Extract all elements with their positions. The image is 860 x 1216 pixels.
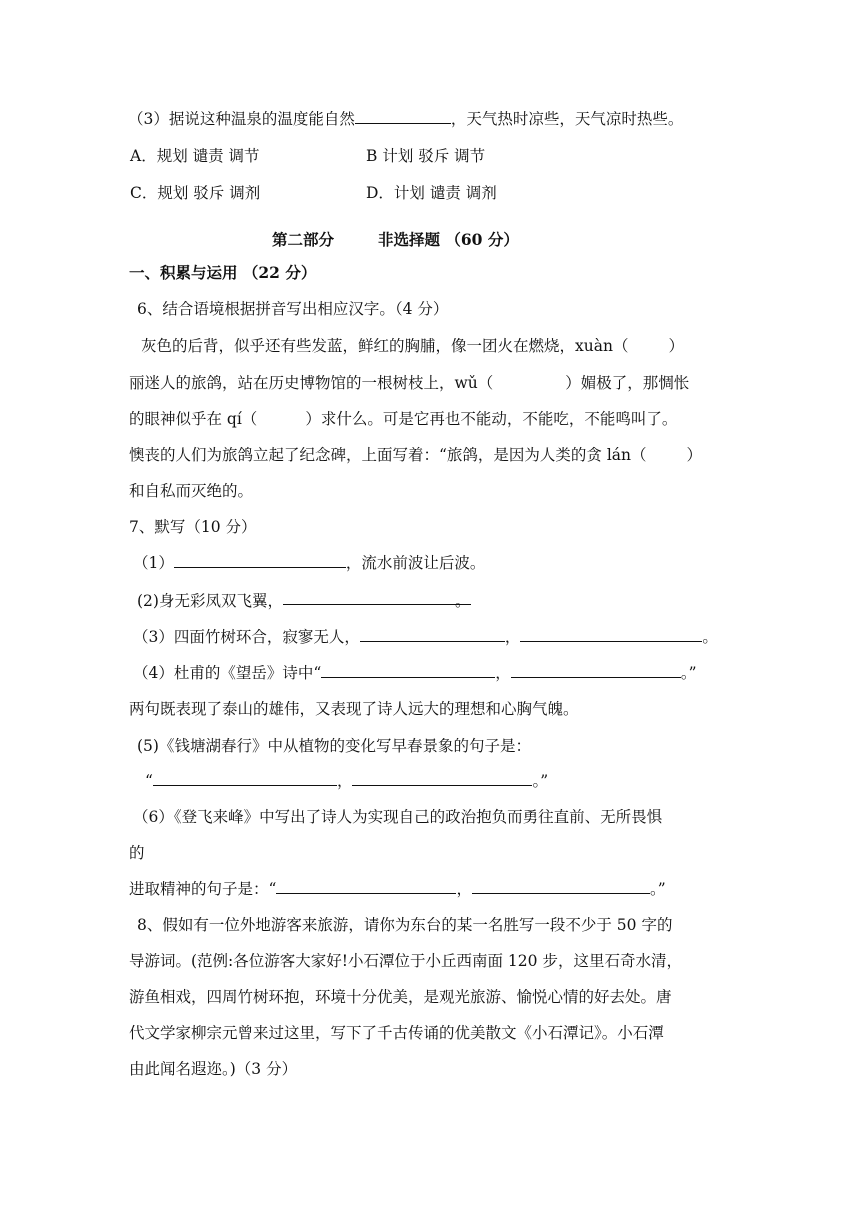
q8-line3: 游鱼相戏，四周竹树环抱，环境十分优美，是观光旅游、愉悦心情的好去处。唐 [129,988,672,1006]
q7-item6-answer [129,878,666,900]
q7-stem: 7、默写（10 分） [129,518,257,536]
q7-item3 [133,626,718,648]
q7-item2-blank[interactable] [283,590,471,610]
q7-item4-end: 。” [680,664,697,682]
q7-item4-comma: ， [495,664,511,682]
q7-item6-wrap: 的 [129,844,145,862]
q7-item1 [133,552,485,574]
q6-line4-a: 懊丧的人们为旅鸽立起了纪念碑，上面写着：“旅鸽，是因为人类的贪 lán（ [129,446,647,464]
q6-line2-b: ）媚极了，那惆怅 [565,374,690,392]
q7-item3-blank-b[interactable] [520,627,702,642]
part2-subtitle: 非选择题 （60 分） [378,230,519,249]
q7-item6-blank-b[interactable] [472,879,650,894]
q7-item5-answer [145,770,548,792]
q3-blank[interactable] [355,109,451,124]
option-d: D．计划 谴责 调剂 [366,184,497,202]
q7-item1-text: ，流水前波让后波。 [345,554,486,572]
q8-line1: 8、假如有一位外地游客来旅游，请你为东台的某一名胜写一段不少于 50 字的 [137,916,673,934]
q7-item2 [137,590,471,612]
q6-line2-a: 丽迷人的旅鸽，站在历史博物馆的一根树枝上，wǔ（ [129,374,494,392]
q7-item5-comma: ， [336,772,353,790]
q6-line3 [129,408,677,430]
q7-item1-blank[interactable] [174,553,346,568]
q6-line1-text: 灰色的后背，似乎还有些发蓝，鲜红的胸脯，像一团火在燃烧，xuàn（ [141,337,629,355]
q7-item4-blank-a[interactable] [321,663,495,678]
q8-line5: 由此闻名遐迩。)（3 分） [129,1060,298,1078]
q7-item5-blank-a[interactable] [153,771,337,786]
q7-item4-explain: 两句既表现了泰山的雄伟，又表现了诗人远大的理想和心胸气魄。 [129,700,579,718]
q7-item4 [133,662,697,684]
q3-suffix: ，天气热时凉些，天气凉时热些。 [450,110,684,128]
q7-item1-label: （1） [133,554,174,572]
section1-heading: 一、积累与运用 （22 分） [129,263,317,282]
q7-item4-text: （4）杜甫的《望岳》诗中“ [133,664,322,682]
q7-item5-blank-b[interactable] [352,771,532,786]
q6-line5: 和自私而灭绝的。 [129,482,254,500]
q6-line4-b: ） [686,446,703,464]
q3-sentence [128,108,683,130]
q7-item2-end: 。 [454,592,471,610]
q7-item6-comma: ， [456,880,472,898]
q7-item5-end: 。” [532,772,549,790]
option-b: B 计划 驳斥 调节 [366,147,486,165]
q7-item6-blank-a[interactable] [276,879,456,894]
q7-item2-text: (2)身无彩凤双飞翼， [137,592,283,610]
part2-title: 第二部分 [272,230,335,249]
q8-line2: 导游词。(范例:各位游客大家好!小石潭位于小丘西南面 120 步，这里石奇水清， [129,952,682,970]
option-a: A．规划 谴责 调节 [130,147,260,165]
q7-item6-end: 。” [649,880,666,898]
q6-line4 [129,444,702,466]
q7-item3-text: （3）四面竹树环合，寂寥无人， [133,628,360,646]
q7-item5-open: “ [145,772,153,790]
q7-item6: （6）《登飞来峰》中写出了诗人为实现自己的政治抱负而勇往直前、无所畏惧 [133,808,663,826]
q7-item3-blank-a[interactable] [360,627,505,642]
q3-prefix: （3）据说这种温泉的温度能自然 [128,110,355,128]
q7-item5: (5)《钱塘湖春行》中从植物的变化写早春景象的句子是： [137,737,531,755]
q8-line4: 代文学家柳宗元曾来过这里，写下了千古传诵的优美散文《小石潭记》。小石潭 [129,1024,664,1042]
q7-item3-comma: ， [504,628,521,646]
q7-item4-blank-b[interactable] [511,663,681,678]
q6-line3-a: 的眼神似乎在 qí（ [129,410,258,428]
q7-item3-end: 。 [702,628,718,646]
q6-line1 [141,335,684,357]
option-c: C．规划 驳斥 调剂 [130,184,261,202]
q6-line2 [129,372,689,394]
q7-item6-text: 进取精神的句子是：“ [129,880,277,898]
q6-line1-close: ） [668,337,684,355]
q6-line3-b: ）求什么。可是它再也不能动，不能吃，不能鸣叫了。 [305,410,678,428]
q6-stem: 6、结合语境根据拼音写出相应汉字。（4 分） [137,300,449,318]
